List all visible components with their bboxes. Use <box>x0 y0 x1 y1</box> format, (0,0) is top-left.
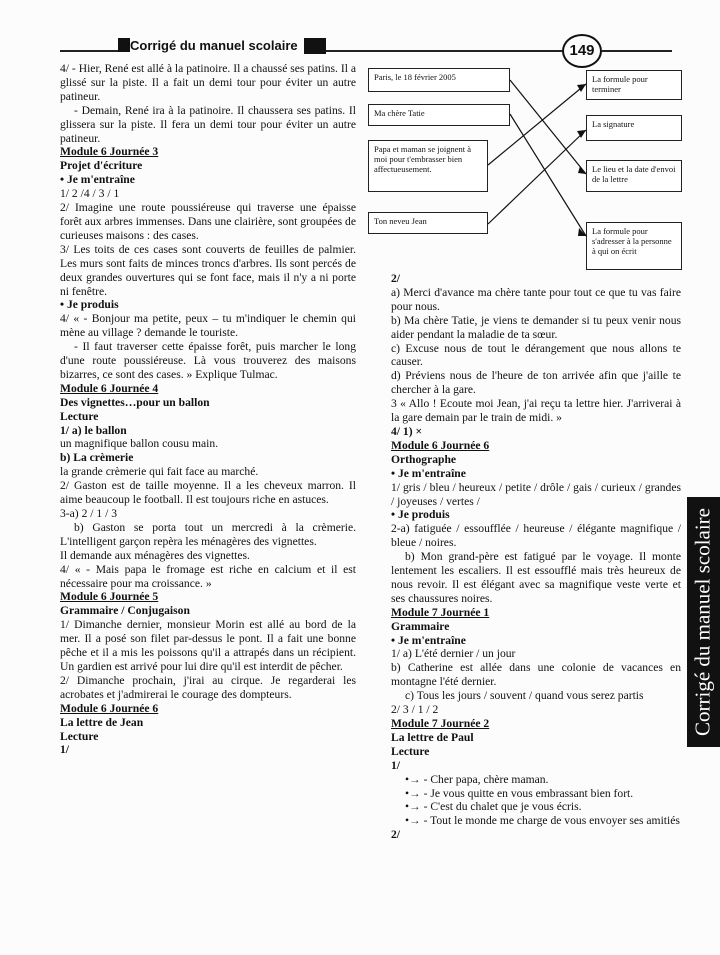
diagram-left-box-closing: Papa et maman se joignent à moi pour t'embrasser bien affectueusement. <box>368 140 488 192</box>
answer-text: 2/ Imagine une route poussiéreuse qui traverse une épaisse forêt aux arbres immenses. Dans une clairière, sont groupées de curieuses maisons : des cases. <box>60 201 356 242</box>
subsection-heading: • Je m'entraîne <box>60 173 135 187</box>
answer-text: d) Préviens nous de l'heure de ton arrivée afin que j'aille te chercher à la gare. <box>391 369 681 397</box>
subsection-heading: Orthographe <box>391 452 457 466</box>
subsection-heading: La lettre de Paul <box>391 730 474 744</box>
answer-text: - Il faut traverser cette épaisse forêt, puis marcher le long d'une route poussiéreuse. Là vous trouverez des maisons bizarres, ce sont des cases. » Explique Tulmac. <box>60 340 356 381</box>
diagram-left-box-date: Paris, le 18 février 2005 <box>368 68 510 92</box>
bullet-arrow-icon: •→ <box>405 800 424 814</box>
subsection-heading: • Je produis <box>60 298 119 312</box>
answer-text: 1/ a) L'été dernier / un jour <box>391 647 516 661</box>
answer-text: 1/ <box>60 743 70 757</box>
subsection-heading: • Je produis <box>391 508 450 522</box>
bullet-arrow-icon: •→ <box>405 814 424 828</box>
answer-text: 3-a) 2 / 1 / 3 <box>60 507 117 520</box>
bullet-arrow-icon: •→ <box>405 786 424 800</box>
section-heading: Module 6 Journée 6 <box>60 701 159 715</box>
answer-text: 2/ 3 / 1 / 2 <box>391 703 439 717</box>
header-rule-left <box>60 50 122 52</box>
diagram-right-box-signature-label: La signature <box>586 115 682 141</box>
answer-text: 2/ <box>391 828 401 842</box>
arrow-head <box>578 228 586 236</box>
right-column <box>391 272 681 842</box>
answer-text: b) Catherine est allée dans une colonie de vacances en montagne l'été dernier. <box>391 661 681 689</box>
answer-text: 2/ Gaston est de taille moyenne. Il a les cheveux marron. Il aime beaucoup le football. Il est toujours riche en astuces. <box>60 479 356 507</box>
bullet-arrow-icon: •→ <box>405 772 424 786</box>
section-heading: Module 6 Journée 5 <box>60 590 159 604</box>
answer-text: - Demain, René ira à la patinoire. Il chaussera ses patins. Il glissera sur la piste. Il fera un demi tour pour éviter un autre patineur. <box>60 103 356 145</box>
arrow-head <box>578 166 586 174</box>
arrow-head <box>577 84 586 92</box>
answer-text: a) Merci d'avance ma chère tante pour tout ce que tu vas faire pour nous. <box>391 285 681 313</box>
subsection-heading: Lecture <box>60 409 99 423</box>
header-rule-middle <box>326 50 562 52</box>
answer-text: 2/ <box>391 272 401 285</box>
answer-text: c) Tous les jours / souvent / quand vous serez partis <box>405 689 644 703</box>
subsection-heading: La lettre de Jean <box>60 715 144 729</box>
diagram-left-box-greeting: Ma chère Tatie <box>368 104 510 126</box>
diagram-right-box-date-label: Le lieu et la date d'envoi de la lettre <box>586 160 682 192</box>
section-heading: Module 7 Journée 1 <box>391 605 490 619</box>
answer-text: 2/ Dimanche prochain, j'irai au cirque. Je regarderai les acrobates et j'admirerai le courage des dompteurs. <box>60 673 356 701</box>
section-heading: Module 6 Journée 4 <box>60 381 159 395</box>
answer-text: c) Excuse nous de tout le dérangement que nous allons te causer. <box>391 341 681 369</box>
bullet-line: •→ - Je vous quitte en vous embrassant bien fort. <box>405 786 634 800</box>
section-heading: Module 7 Journée 2 <box>391 717 490 730</box>
diagram-left-box-signature: Ton neveu Jean <box>368 212 488 234</box>
answer-text: 1/ <box>391 758 401 772</box>
header-block-right <box>304 38 326 54</box>
diagram-right-box-closing-label: La formule pour terminer <box>586 70 682 100</box>
answer-text: 4/ « - Bonjour ma petite, peux – tu m'indiquer le chemin qui mène au village ? demande le touriste. <box>60 312 356 340</box>
left-column <box>60 62 356 757</box>
subsection-heading: Des vignettes…pour un ballon <box>60 395 210 409</box>
subsection-heading: • Je m'entraîne <box>391 633 466 647</box>
answer-text: un magnifique ballon cousu main. <box>60 437 219 451</box>
page-number: 149 <box>562 34 602 68</box>
answer-text: b) Mon grand-père est fatigué par le voyage. Il monte lentement les escaliers. Il est essoufflé mais très heureux de nous revoir. Il est élégant avec sa magnifique veste verte et ses chaussures noires. <box>391 550 681 605</box>
bullet-line: •→ - C'est du chalet que je vous écris. <box>405 800 582 814</box>
subsection-heading: 1/ a) le ballon <box>60 423 127 437</box>
subsection-heading: Grammaire / Conjugaison <box>60 604 190 618</box>
answer-text: 1/ 2 /4 / 3 / 1 <box>60 187 120 201</box>
answer-text: 4/ « - Mais papa le fromage est riche en calcium et il est nécessaire pour ma croissance. » <box>60 562 356 590</box>
answer-text: 3 « Allo ! Ecoute moi Jean, j'ai reçu ta lettre hier. J'arriverai à la gare demain par le train de midi. » <box>391 397 681 425</box>
answer-text: 2-a) fatiguée / essoufflée / heureuse / élégante magnifique / bleue / noires. <box>391 522 681 550</box>
subsection-heading: Lecture <box>391 744 430 758</box>
answer-text: Il demande aux ménagères des vignettes. <box>60 548 250 562</box>
header-block-left <box>118 38 130 52</box>
answer-text: b) Gaston se porta tout un mercredi à la crèmerie. L'intelligent garçon repèra les ménagères des vignettes. <box>60 520 356 548</box>
header-rule-right <box>602 50 672 52</box>
connector-line <box>488 130 586 224</box>
connector-line <box>510 80 586 174</box>
section-heading: Module 6 Journée 6 <box>391 438 490 452</box>
arrow-head <box>577 130 586 138</box>
bullet-line: •→ - Tout le monde me charge de vous envoyer ses amitiés <box>405 814 680 828</box>
subsection-heading: b) La crèmerie <box>60 451 134 465</box>
diagram-right-box-greeting-label: La formule pour s'adresser à la personne à qui on écrit <box>586 222 682 270</box>
subsection-heading: Grammaire <box>391 619 450 633</box>
answer-text: 4/ 1) × <box>391 424 423 438</box>
side-tab-label: Corrigé du manuel scolaire <box>690 507 715 737</box>
subsection-heading: • Je m'entraîne <box>391 466 466 480</box>
subsection-heading: Lecture <box>60 729 99 743</box>
connector-line <box>510 114 586 236</box>
bullet-line: •→ - Cher papa, chère maman. <box>405 772 549 786</box>
subsection-heading: Projet d'écriture <box>60 159 143 173</box>
answer-text: 3/ Les toits de ces cases sont couverts de feuilles de palmier. Les murs sont faits de minces troncs d'arbres. Ils sont percés de deux grandes ouvertures qui se font face, mais il n'y a ni porte ni fenêtre. <box>60 242 356 298</box>
answer-text: 1/ gris / bleu / heureux / petite / drôle / gais / curieux / grandes / joyeuses / vertes / <box>391 480 681 508</box>
header-title: Corrigé du manuel scolaire <box>130 38 298 53</box>
answer-text: 1/ Dimanche dernier, monsieur Morin est allé au bord de la mer. Il a posé son filet par-dessus le pont. Il a fait une bonne pêche et il a mis les poissons qu'il a attrapés dans un récipient. Un gardien est arrivé pour lui dire qu'il est interdit de pêcher. <box>60 618 356 673</box>
answer-text: la grande crèmerie qui fait face au marché. <box>60 465 259 479</box>
section-heading: Module 6 Journée 3 <box>60 145 159 159</box>
answer-text: b) Ma chère Tatie, je viens te demander si tu peux venir nous aider pendant la maladie de ta sœur. <box>391 313 681 341</box>
answer-text: 4/ - Hier, René est allé à la patinoire. Il a chaussé ses patins. Il a glissé sur la piste. Il a fait un demi tour pour éviter un autre patineur. <box>60 62 356 103</box>
